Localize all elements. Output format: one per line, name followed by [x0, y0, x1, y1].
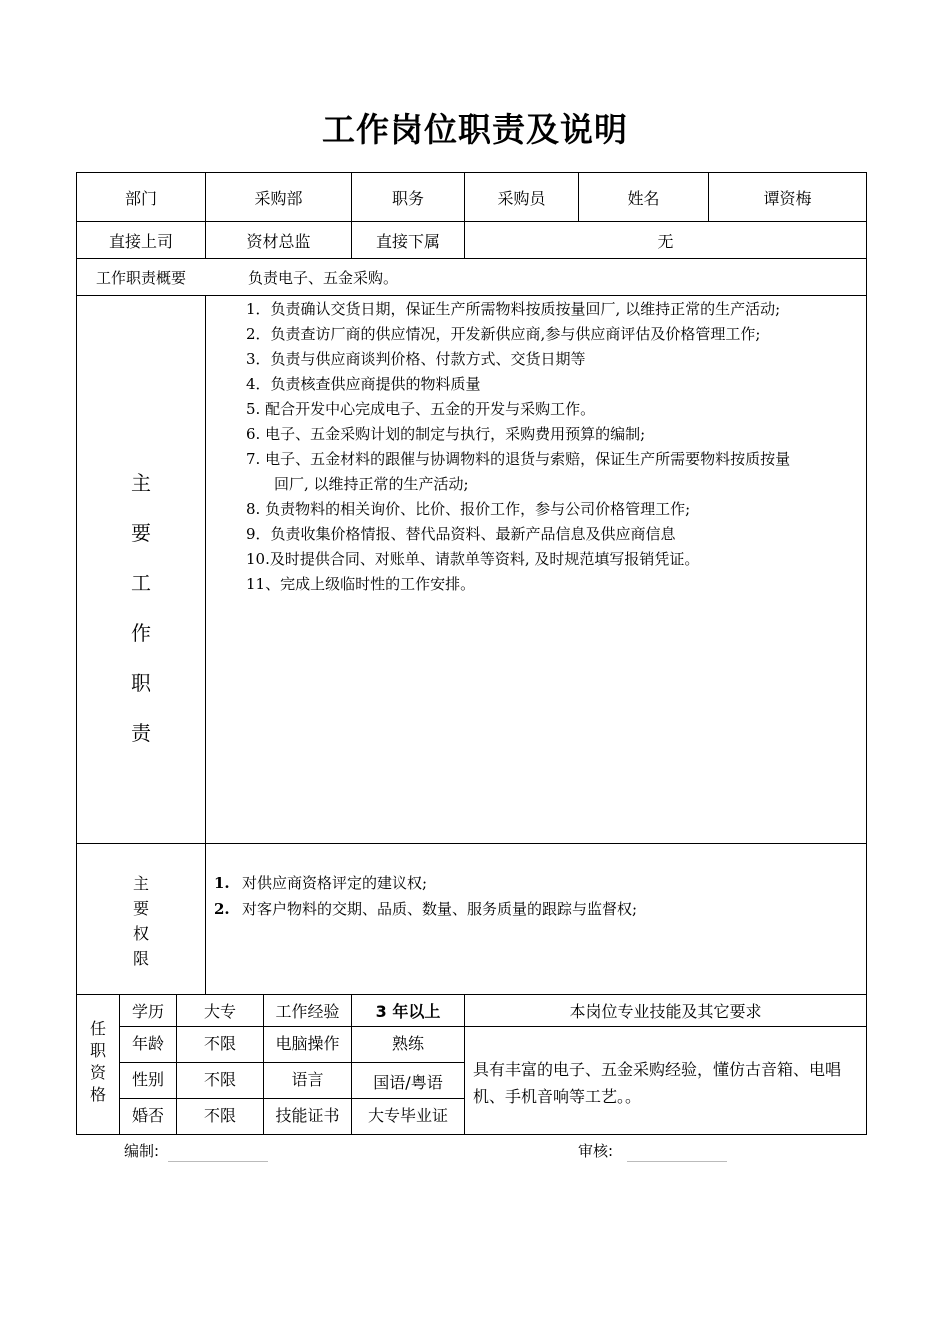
list-item: 10.及时提供合同、对账单、请款单等资料, 及时规范填写报销凭证。 — [246, 550, 700, 568]
superior-value: 资材总监 — [246, 231, 311, 251]
prepared-signature-line — [168, 1161, 268, 1162]
language-label: 语言 — [291, 1069, 324, 1089]
duties-list — [246, 297, 866, 597]
list-item: 11、完成上级临时性的工作安排。 — [246, 575, 476, 593]
position-value: 采购员 — [497, 188, 546, 208]
page-title: 工作岗位职责及说明 — [322, 110, 628, 149]
age-value: 不限 — [203, 1033, 236, 1053]
dept-label: 部门 — [124, 188, 157, 208]
age-label: 年龄 — [131, 1033, 164, 1053]
education-value: 大专 — [203, 1002, 236, 1021]
list-item: 2．负责查访厂商的供应情况，开发新供应商,参与供应商评估及价格管理工作; — [246, 325, 761, 343]
list-item: 7. 电子、五金材料的跟催与协调物料的退货与索赔，保证生产所需要物料按质按量 — [246, 450, 791, 468]
reviewed-signature-line — [627, 1161, 727, 1162]
computer-label: 电脑操作 — [275, 1033, 340, 1053]
authority-list — [214, 870, 637, 922]
name-label: 姓名 — [627, 188, 660, 208]
list-item: 9．负责收集价格情报、替代品资料、最新产品信息及供应商信息 — [246, 525, 676, 543]
skills-text: 具有丰富的电子、五金采购经验，懂仿古音箱、电唱机、手机音响等工艺。。 — [473, 1060, 842, 1106]
subordinate-label: 直接下属 — [375, 231, 440, 251]
list-item-continuation: 回厂, 以维持正常的生产活动; — [274, 475, 469, 493]
marital-value: 不限 — [203, 1105, 236, 1125]
summary-label: 工作职责概要 — [95, 268, 186, 287]
list-item: 3．负责与供应商谈判价格、付款方式、交货日期等 — [246, 350, 586, 368]
prepared-label: 编制: — [124, 1142, 160, 1160]
summary-value: 负责电子、五金采购。 — [248, 268, 399, 287]
list-item: 6. 电子、五金采购计划的制定与执行，采购费用预算的编制; — [246, 425, 646, 443]
dept-value: 采购部 — [254, 188, 303, 208]
list-item: 2. 对客户物料的交期、品质、数量、服务质量的跟踪与监督权; — [214, 900, 638, 918]
certificate-label: 技能证书 — [275, 1105, 340, 1125]
reviewed-label: 审核: — [578, 1142, 614, 1160]
duties-label: 主 要 工 作 职 责 — [131, 471, 151, 745]
skills-header: 本岗位专业技能及其它要求 — [569, 1002, 762, 1021]
list-item: 1．负责确认交货日期，保证生产所需物料按质按量回厂, 以维持正常的生产活动; — [246, 300, 781, 318]
superior-label: 直接上司 — [108, 231, 173, 251]
qualifications-label: 任 职 资 格 — [89, 1019, 106, 1104]
name-value: 谭资梅 — [763, 188, 812, 208]
position-label: 职务 — [391, 188, 424, 208]
authority-label: 主 要 权 限 — [132, 874, 149, 968]
gender-label: 性别 — [131, 1069, 164, 1089]
list-item: 1. 对供应商资格评定的建议权; — [214, 874, 428, 892]
marital-label: 婚否 — [131, 1105, 164, 1125]
list-item: 8. 负责物料的相关询价、比价、报价工作，参与公司价格管理工作; — [246, 500, 691, 518]
subordinate-value: 无 — [657, 231, 674, 251]
education-label: 学历 — [131, 1002, 164, 1021]
experience-label: 工作经验 — [275, 1002, 340, 1021]
computer-value: 熟练 — [391, 1033, 424, 1053]
gender-value: 不限 — [203, 1069, 236, 1089]
certificate-value: 大专毕业证 — [367, 1105, 448, 1125]
list-item: 5. 配合开发中心完成电子、五金的开发与采购工作。 — [246, 400, 596, 418]
experience-value: 3 年以上 — [375, 1002, 441, 1021]
list-item: 4．负责核查供应商提供的物料质量 — [246, 375, 481, 393]
language-value: 国语/粤语 — [373, 1072, 443, 1092]
